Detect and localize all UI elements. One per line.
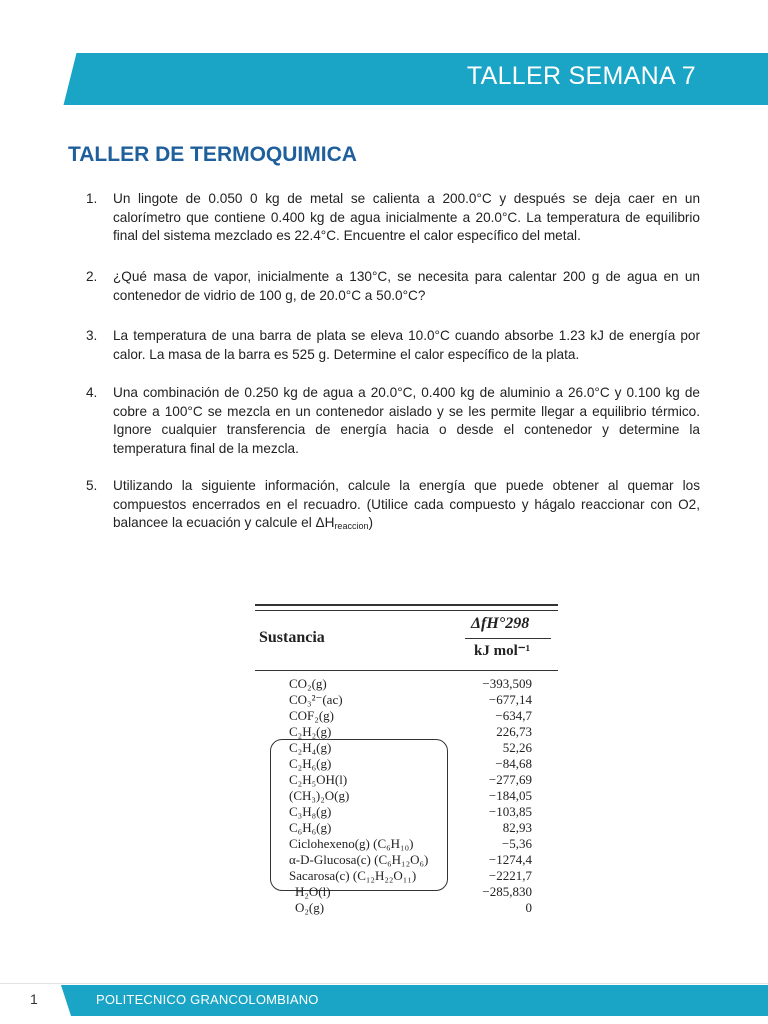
footer-institution: POLITECNICO GRANCOLOMBIANO <box>96 992 319 1007</box>
footer-divider <box>0 983 768 984</box>
table-row <box>255 852 558 867</box>
substance-name: CO₂(g) <box>289 676 327 691</box>
question-text: La temperatura de una barra de plata se eleva 10.0°C cuando absorbe 1.23 kJ de energía por calor. La masa de la barra es 525 g. Determine el calor específico de la plata. <box>113 328 700 362</box>
question-number: 2. <box>86 269 98 284</box>
page-number: 1 <box>30 991 38 1007</box>
substance-name: CO₃²⁻(ac) <box>289 692 343 707</box>
enthalpy-value: −103,85 <box>488 804 532 819</box>
enthalpy-value: −2221,7 <box>488 868 532 883</box>
question-text: ¿Qué masa de vapor, inicialmente a 130°C, se necesita para calentar 200 g de agua en un contenedor de vidrio de 100 g, de 20.0°C a 50.0°C? <box>113 269 700 303</box>
enthalpy-value: 82,93 <box>502 820 532 835</box>
column-header-enthalpy: ΔfH°298 <box>471 615 530 632</box>
substance-name: C₂H₆(g) <box>289 756 332 771</box>
enthalpy-table <box>255 604 560 924</box>
table-row <box>255 692 558 707</box>
table-row <box>255 772 558 787</box>
substance-name: H₂O(l) <box>295 884 331 899</box>
enthalpy-value: −634,7 <box>495 708 532 723</box>
question-text <box>86 477 700 536</box>
enthalpy-value: −277,69 <box>488 772 532 787</box>
column-header-substance: Sustancia <box>259 629 325 646</box>
reaction-subscript: reaccion <box>334 521 369 531</box>
substance-name: O₂(g) <box>295 900 325 915</box>
substance-name: C₂H₂(g) <box>289 724 332 739</box>
table-row <box>255 804 558 819</box>
column-header-unit: kJ mol⁻¹ <box>474 643 531 659</box>
substance-name: C₂H₄(g) <box>289 740 332 755</box>
enthalpy-value: −184,05 <box>488 788 532 803</box>
document-title: TALLER DE TERMOQUIMICA <box>68 143 357 166</box>
question-number: 1. <box>86 191 98 206</box>
enthalpy-value: −84,68 <box>495 756 532 771</box>
table-row <box>255 724 558 739</box>
enthalpy-value: −393,509 <box>482 676 532 691</box>
substance-name: α-D-Glucosa(c) (C₆H₁₂O₆) <box>289 852 429 867</box>
substance-name: Ciclohexeno(g) (C₆H₁₀) <box>289 836 414 851</box>
question-number: 4. <box>86 385 98 400</box>
question-number: 3. <box>86 328 98 343</box>
question-text: Un lingote de 0.050 0 kg de metal se calienta a 200.0°C y después se deja caer en un calorímetro que contiene 0.400 kg de agua inicialmente a 20.0°C. La temperatura de equilibrio final del sistema mezclado es 22.4°C. Encuentre el calor específico del metal. <box>113 191 700 243</box>
question-item <box>86 190 700 246</box>
table-row <box>255 756 558 771</box>
enthalpy-value: 226,73 <box>496 724 532 739</box>
table-row <box>255 788 558 803</box>
enthalpy-value: −5,36 <box>501 836 532 851</box>
substance-name: C₃H₈(g) <box>289 804 332 819</box>
table-row <box>255 900 558 915</box>
substance-name: C₆H₆(g) <box>289 820 332 835</box>
question-item <box>86 327 700 364</box>
table-header-rule <box>255 670 558 671</box>
table-row <box>255 708 558 723</box>
substance-name: C₂H₅OH(l) <box>289 772 348 787</box>
table-top-rule-thin <box>255 610 558 611</box>
question-text-main: Utilizando la siguiente información, calcule la energía que puede obtener al quemar los compuestos encerrados en el recuadro. (Utilice cada compuesto y hágalo reaccionar con O2, balancee la ecuación y calcule el ΔH <box>113 478 700 530</box>
table-row <box>255 676 558 691</box>
question-item <box>86 268 700 305</box>
table-row <box>255 884 558 899</box>
header-fraction-line <box>465 638 551 639</box>
table-row <box>255 820 558 835</box>
table-row <box>255 868 558 883</box>
table-row <box>255 740 558 755</box>
enthalpy-value: −1274,4 <box>488 852 532 867</box>
substance-name: Sacarosa(c) (C₁₂H₂₂O₁₁) <box>289 868 417 883</box>
enthalpy-value: −677,14 <box>488 692 532 707</box>
enthalpy-value: 0 <box>525 900 532 915</box>
question-item <box>86 477 700 536</box>
table-top-rule <box>255 604 558 606</box>
enthalpy-value: 52,26 <box>502 740 532 755</box>
question-text-tail: ) <box>368 515 373 530</box>
question-text: Una combinación de 0.250 kg de agua a 20.0°C, 0.400 kg de aluminio a 26.0°C y 0.100 kg de cobre a 100°C se mezcla en un contenedor aislado y se les permite llegar a equilibrio térmico. Ignore cualquier transferencia de energía hacia o desde el contenedor y determine la temperatura final de la mezcla. <box>113 385 700 456</box>
substance-name: COF₂(g) <box>289 708 334 723</box>
header-title: TALLER SEMANA 7 <box>466 62 696 90</box>
substance-name: (CH₃)₂O(g) <box>289 788 350 803</box>
enthalpy-value: −285,830 <box>482 884 532 899</box>
question-number: 5. <box>86 478 98 493</box>
table-row <box>255 836 558 851</box>
question-item <box>86 384 700 458</box>
